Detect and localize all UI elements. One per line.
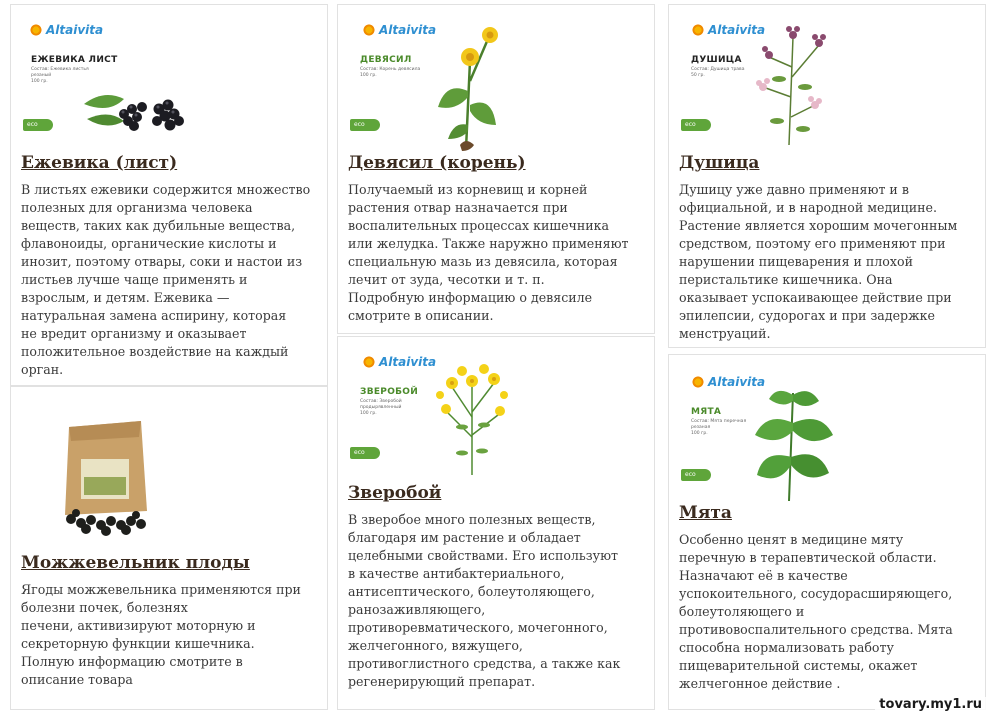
eco-badge: eco <box>23 119 53 131</box>
pack-composition: Состав: Душица трава 50 гр. <box>691 67 745 78</box>
pack-product-name: МЯТА <box>691 407 722 417</box>
pack-product-name: ЕЖЕВИКА ЛИСТ <box>31 55 118 65</box>
product-card-elecampane <box>337 4 655 334</box>
eco-badge: eco <box>681 469 711 481</box>
brand-name: Altaivita <box>379 23 437 37</box>
pack-composition: Состав: Ежевика листья резаный 100 гр. <box>31 67 89 84</box>
pack-composition: Состав: Зверобой продырявленный 100 гр. <box>360 399 402 416</box>
brand-logo <box>362 355 436 369</box>
product-description-elecampane: Получаемый из корневищ и корней растения отвар назначается при воспалительных процессах кишечника или желудка. Также наружно применяют специальную мазь из девясила, которая лечит от зуда, чесотки и т. п. Подробную информацию о девясиле смотрите в описании. <box>348 182 629 323</box>
eco-badge: eco <box>681 119 711 131</box>
mint-illustration <box>749 383 839 503</box>
product-image-elecampane[interactable] <box>346 11 516 151</box>
st-johns-wort-illustration <box>432 357 512 477</box>
elecampane-illustration <box>426 21 506 151</box>
product-card-juniper <box>10 386 328 710</box>
brand-name: Altaivita <box>379 355 437 369</box>
brand-name: Altaivita <box>46 23 104 37</box>
flower-icon <box>691 23 705 37</box>
watermark: tovary.my1.ru <box>875 697 986 712</box>
brand-logo <box>362 23 436 37</box>
product-description-blackberry: В листьях ежевики содержится множество полезных для организма человека веществ, таких как дубильные вещества, флавоноиды, органические кислоты и инозит, поэтому отвары, соки и настои из листьев лучше чаще применять и взрослым, и детям. Ежевика — натуральная замена аспирину, которая не вредит организму и оказывает положительное воздействие на каждый орган. <box>21 182 311 377</box>
product-card-st-johns-wort <box>337 336 655 710</box>
flower-icon <box>362 23 376 37</box>
brand-name: Altaivita <box>708 375 766 389</box>
blackberry-illustration <box>79 59 189 139</box>
pack-product-name: ДУШИЦА <box>691 55 742 65</box>
product-card-blackberry <box>10 4 328 386</box>
eco-badge: eco <box>350 447 380 459</box>
product-image-juniper[interactable] <box>51 407 161 537</box>
product-card-mint <box>668 354 986 710</box>
product-title-st-johns-wort[interactable]: Зверобой <box>348 483 442 503</box>
product-title-oregano[interactable]: Душица <box>679 153 760 173</box>
product-image-blackberry[interactable] <box>19 11 189 139</box>
product-description-st-johns-wort: В зверобое много полезных веществ, благодаря им растение и обладает целебными свойствами. Его используют в качестве антибактериального, антисептического, болеутоляющего, ранозаживляющего, противоревматического, мочегонного, желчегонного, вяжущего, противоглистного средства, а также как регенерирующий препарат. <box>348 512 621 689</box>
product-image-mint[interactable] <box>677 361 847 495</box>
product-image-st-johns-wort[interactable] <box>346 343 516 477</box>
flower-icon <box>362 355 376 369</box>
product-title-elecampane[interactable]: Девясил (корень) <box>348 153 526 173</box>
juniper-bag-illustration <box>51 407 161 537</box>
product-description-oregano: Душицу уже давно применяют и в официальной, и в народной медицине. Растение является хорошим мочегонным средством, поэтому его применяют при нарушении пищеварения и плохой перистальтике кишечника. Она оказывает успокаивающее действие при эпилепсии, судорогах и при задержке менструаций. <box>679 182 958 341</box>
pack-product-name: ДЕВЯСИЛ <box>360 55 412 65</box>
brand-name: Altaivita <box>708 23 766 37</box>
pack-product-name: ЗВЕРОБОЙ <box>360 387 419 397</box>
product-description-juniper: Ягоды можжевельника применяются при болезни почек, болезнях печени, активизируют моторную и секреторную функции кишечника. Полную информацию смотрите в описание товара <box>21 582 301 687</box>
oregano-illustration <box>749 17 839 147</box>
pack-composition: Состав: Корень девясила 100 гр. <box>360 67 421 78</box>
product-title-mint[interactable]: Мята <box>679 503 732 523</box>
product-title-juniper[interactable]: Можжевельник плоды <box>21 553 250 573</box>
flower-icon <box>691 375 705 389</box>
flower-icon <box>29 23 43 37</box>
product-description-mint: Особенно ценят в медицине мяту перечную в терапевтической области. Назначают её в качестве успокоительного, сосудорасширяющего, болеутоляющего и противовоспалительного средства. Мята способна нормализовать работу пищеварительной системы, окажет желчегонное действие . <box>679 532 953 691</box>
brand-logo <box>29 23 103 37</box>
product-image-oregano[interactable] <box>677 11 847 151</box>
pack-composition: Состав: Мята перечная резаная 100 гр. <box>691 419 747 436</box>
eco-badge: eco <box>350 119 380 131</box>
product-card-oregano <box>668 4 986 348</box>
product-title-blackberry[interactable]: Ежевика (лист) <box>21 153 178 173</box>
